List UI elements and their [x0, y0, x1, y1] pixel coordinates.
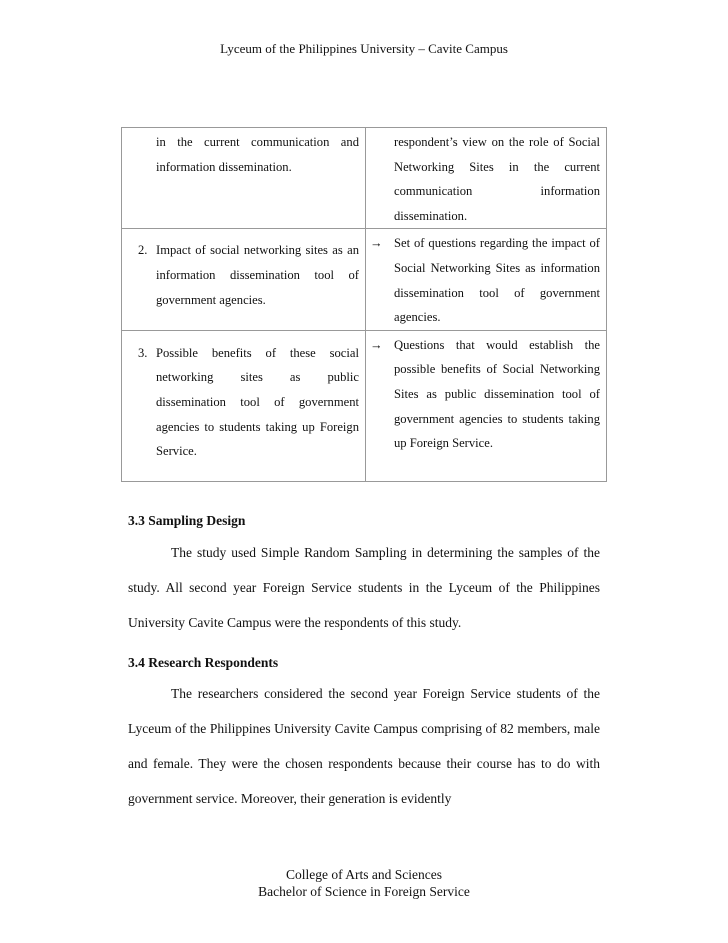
table-row: [122, 330, 607, 481]
table-cell-right: [366, 128, 607, 229]
row1-left-text: in the current communication and information dissemination.: [156, 135, 359, 174]
row2-left-text: Impact of social networking sites as an information dissemination tool of government agencies.: [156, 243, 359, 307]
item-number: 3.: [138, 345, 148, 360]
footer-college: College of Arts and Sciences: [286, 867, 442, 882]
row3-left-text: Possible benefits of these social networking sites as public dissemination tool of government agencies to students taking up Foreign Service.: [156, 345, 359, 459]
arrow-icon: →: [370, 337, 383, 352]
table-row: [122, 128, 607, 229]
paragraph-text: The study used Simple Random Sampling in determining the samples of the study. All second year Foreign Service students in the Lyceum of the Philippines University Cavite Campus were the respondents of this study.: [128, 545, 600, 630]
methodology-table: [121, 127, 607, 482]
table-row: [122, 229, 607, 330]
paragraph-sampling-design: [128, 535, 600, 640]
table-cell-left: [122, 330, 366, 481]
arrow-icon: →: [370, 236, 383, 251]
item-number: 2.: [138, 243, 148, 258]
paragraph-text: The researchers considered the second year Foreign Service students of the Lyceum of the Philippines University Cavite Campus comprising of 82 members, male and female. They were the chosen respondents because their course has to do with government service. Moreover, their generation is evidently: [128, 686, 600, 806]
table-cell-right: [366, 330, 607, 481]
table-cell-right: [366, 229, 607, 330]
footer-program: Bachelor of Science in Foreign Service: [258, 884, 470, 899]
page-header: Lyceum of the Philippines University – Cavite Campus: [220, 41, 508, 56]
section-title-research-respondents: 3.4 Research Respondents: [128, 655, 279, 670]
table-cell-left: [122, 229, 366, 330]
row3-right-text: Questions that would establish the possible benefits of Social Networking Sites as public dissemination tool of government agencies to students taking up Foreign Service.: [394, 337, 600, 451]
row1-right-text: respondent’s view on the role of Social Networking Sites in the current communication information dissemination.: [394, 135, 600, 223]
row2-right-text: Set of questions regarding the impact of Social Networking Sites as information dissemination tool of government agencies.: [394, 236, 600, 325]
section-title-sampling-design: 3.3 Sampling Design: [128, 513, 246, 528]
table-cell-left: [122, 128, 366, 229]
page-footer: [0, 866, 728, 900]
paragraph-research-respondents: [128, 676, 600, 816]
